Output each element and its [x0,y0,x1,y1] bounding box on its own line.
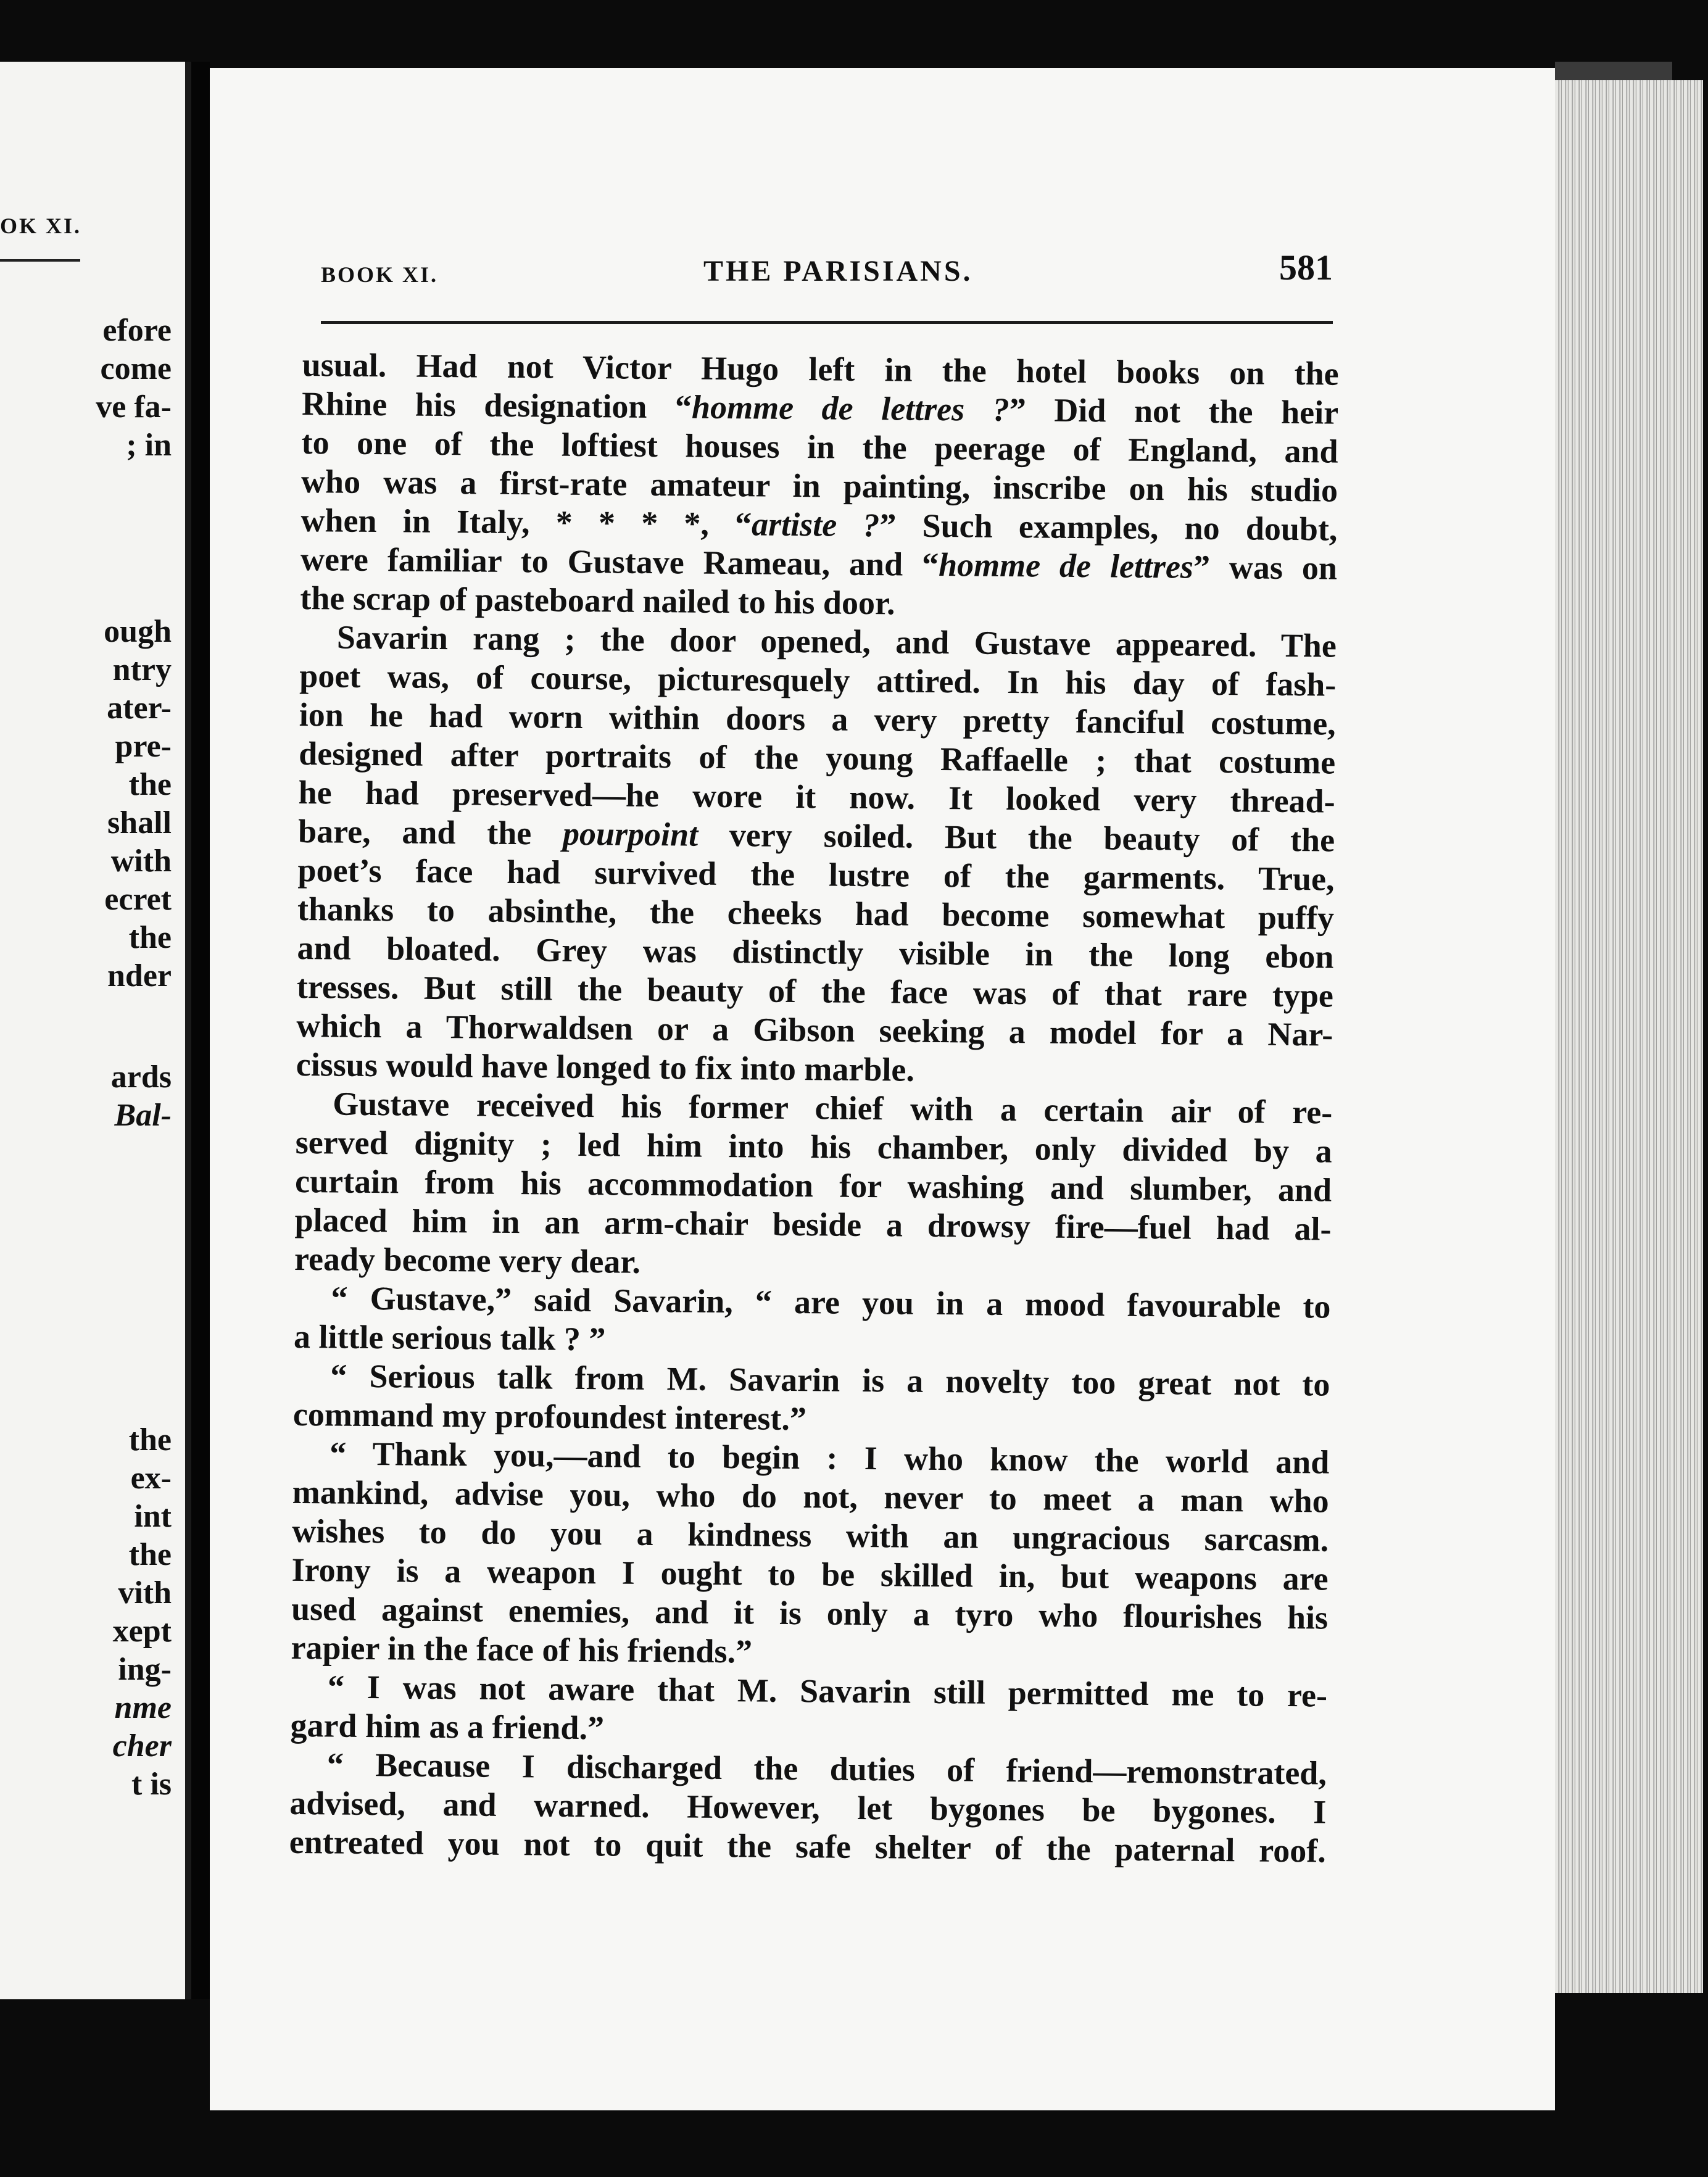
facing-page-text: pre- [115,729,172,764]
header-rule [321,321,1333,324]
facing-page-text: ough [104,614,172,649]
facing-page-rule [0,259,80,262]
text-line: wishes to do you a kindness with an ungracious sarcasm. [291,1512,1329,1559]
italic-phrase: artiste ? [751,505,880,544]
text-line: “ I was not aware that M. Savarin still permitted me to re- [327,1668,1328,1714]
text-line: command my profoundest interest.” [292,1395,807,1438]
text-line: placed him in an arm-chair beside a drowsy fire—fuel had al- [294,1201,1332,1248]
text-line: entreated you not to quit the safe shelter of the paternal roof. [289,1823,1327,1870]
text-line: rapier in the face of his friends.” [291,1628,753,1670]
facing-page-text: ; in [126,428,172,463]
text-line: poet was, of course, picturesquely attired. In his day of fash- [299,657,1337,703]
facing-page-text: ve fa- [96,389,172,425]
facing-page-text: the [128,1422,172,1458]
text-line: designed after portraits of the young Raffaelle ; that costume [298,734,1336,781]
body-text [289,346,1339,1871]
text-line: “ Gustave,” said Savarin, “ are you in a mood favourable to [331,1279,1331,1325]
facing-page-text: ater- [107,690,172,726]
italic-phrase: homme de lettres ? [691,388,1010,429]
facing-page-text: int [134,1499,172,1534]
book-title: THE PARISIANS. [703,255,973,288]
text-line: which a Thorwaldsen or a Gibson seeking a model for a Nar- [296,1006,1333,1053]
page-edges [1555,80,1703,1993]
text-line: ready become very dear. [294,1240,641,1280]
facing-page-text: t is [131,1767,172,1802]
text-line: and bloated. Grey was distinctly visible in the long ebon [297,929,1334,976]
book-section-label: BOOK XI. [321,262,439,287]
facing-page-text: ing- [118,1652,172,1687]
text-line: thanks to absinthe, the cheeks had become somewhat puffy [297,890,1335,937]
text-line: ion he had worn within doors a very pretty fanciful costume, [299,695,1336,742]
facing-page-header: OK XI. [0,214,82,238]
facing-page-text: cher [112,1728,172,1764]
text-line: Savarin rang ; the door opened, and Gustave appeared. The [336,618,1337,665]
text-line: bare, and the pourpoint very soiled. But the beauty of the [297,812,1335,859]
facing-page-text: xept [112,1614,172,1649]
text-line: “ Because I discharged the duties of friend—remonstrated, [326,1746,1327,1792]
facing-page-text: the [128,767,172,802]
text-line: Irony is a weapon I ought to be skilled in, but weapons are [291,1551,1329,1598]
text-line: gard him as a friend.” [290,1706,605,1747]
text-line: when in Italy, * * * *, “artiste ?” Such examples, no doubt, [301,501,1338,548]
text-line: advised, and warned. However, let bygones be bygones. I [289,1784,1327,1831]
facing-page-text: Bal- [114,1098,172,1133]
facing-page-text: with [110,844,172,879]
facing-page-text: the [128,920,172,955]
text-line: “ Serious talk from M. Savarin is a novelty too great not to [330,1357,1330,1403]
text-line: “ Thank you,—and to begin : I who know the world and [330,1435,1330,1481]
text-line: curtain from his accommodation for washing and slumber, and [294,1162,1332,1209]
text-line: poet’s face had survived the lustre of the garments. True, [297,851,1335,898]
text-line: Gustave received his former chief with a certain air of re- [333,1085,1333,1131]
book-gutter [191,62,210,1999]
facing-page-text: vith [118,1575,172,1611]
running-head [321,247,1333,302]
facing-page-text: efore [102,313,172,348]
facing-page-text: come [100,351,172,386]
text-line: served dignity ; led him into his chamber, only divided by a [295,1123,1332,1170]
text-line: tresses. But still the beauty of the face was of that rare type [296,968,1334,1014]
italic-phrase: pourpoint [562,815,699,853]
text-line: the scrap of pasteboard nailed to his door. [300,579,895,622]
page-number: 581 [1279,247,1333,288]
text-line: he had preserved—he wore it now. It looked very thread- [298,773,1335,820]
text-line: were familiar to Gustave Rameau, and “homme de lettres” was on [300,540,1338,587]
text-line: who was a first-rate amateur in painting, inscribe on his studio [301,462,1338,509]
facing-page-text: shall [107,805,172,840]
facing-page-text: ntry [112,652,172,687]
text-line: to one of the loftiest houses in the peerage of England, and [301,423,1338,470]
facing-page-text: the [128,1537,172,1572]
text-line: Rhine his designation “homme de lettres ?” Did not the heir [301,384,1339,431]
text-line: used against enemies, and it is only a tyro who flourishes his [291,1590,1329,1636]
facing-page-text: ards [110,1059,172,1095]
text-line: a little serious talk ? ” [293,1317,606,1358]
text-line: usual. Had not Victor Hugo left in the hotel books on the [302,346,1339,392]
facing-page-text: nme [114,1690,172,1725]
text-line: mankind, advise you, who do not, never to meet a man who [292,1473,1329,1520]
facing-page-text: ex- [130,1461,172,1496]
facing-page-fragment [0,62,191,1999]
facing-page-text: ecret [104,882,172,917]
italic-phrase: homme de lettres [938,546,1194,586]
text-line: cissus would have longed to fix into marble. [296,1045,915,1088]
facing-page-text: nder [107,958,172,993]
